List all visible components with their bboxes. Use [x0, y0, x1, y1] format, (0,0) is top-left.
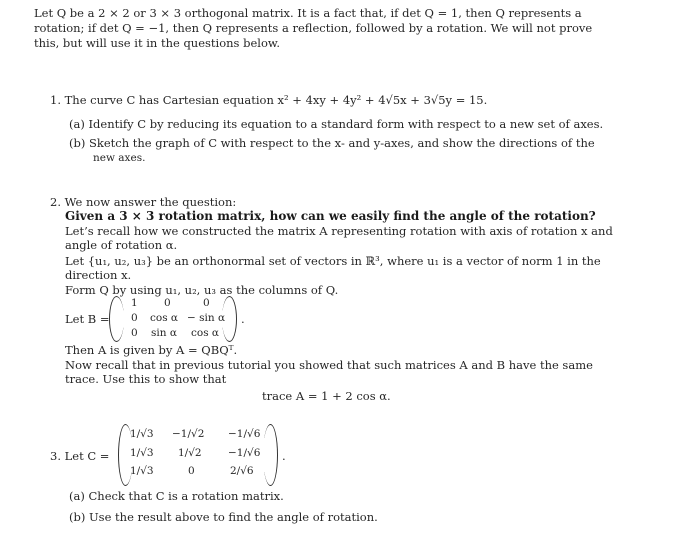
matrix-b-right-paren: [222, 296, 237, 342]
matrix-c-cell: 1/√3: [130, 465, 154, 477]
q1-part-b-line-1: (b) Sketch the graph of C with respect to the x- and y-axes, and show the directions of the: [69, 136, 595, 150]
matrix-c-cell: −1/√6: [228, 447, 261, 459]
matrix-b-cell: 0: [203, 297, 210, 309]
matrix-c-cell: 1/√2: [178, 447, 202, 459]
intro-line-2: rotation; if det Q = −1, then Q represents a reflection, followed by a rotation. We will not prove: [34, 21, 593, 35]
matrix-b-cell: 1: [131, 297, 138, 309]
q2-line-2: angle of rotation α.: [65, 238, 178, 252]
q2-line-8: trace. Use this to show that: [65, 372, 227, 386]
matrix-b-cell: 0: [164, 297, 171, 309]
matrix-c-period: .: [282, 449, 286, 463]
let-b-label: Let B =: [65, 312, 110, 326]
q1-part-a: (a) Identify C by reducing its equation to a standard form with respect to a new set of axes.: [69, 117, 604, 131]
matrix-c-cell: −1/√6: [228, 428, 261, 440]
matrix-c-cell: 1/√3: [130, 447, 154, 459]
q2-line-7: Now recall that in previous tutorial you showed that such matrices A and B have the same: [65, 358, 593, 372]
q1-stem: 1. The curve C has Cartesian equation x² + 4xy + 4y² + 4√5x + 3√5y = 15.: [50, 93, 488, 107]
q2-line-1: Let’s recall how we constructed the matrix A representing rotation with axis of rotation x and: [65, 224, 613, 238]
matrix-b-cell: cos α: [150, 312, 179, 324]
matrix-b-cell: cos α: [191, 327, 220, 339]
matrix-b-cell: − sin α: [187, 312, 226, 324]
q1-part-b-line-2: new axes.: [93, 152, 146, 164]
matrix-c-cell: 1/√3: [130, 428, 154, 440]
matrix-c-cell: 0: [188, 465, 195, 477]
matrix-c-cell: 2/√6: [230, 465, 254, 477]
q3-part-a: (a) Check that C is a rotation matrix.: [69, 489, 284, 503]
matrix-b-cell: 0: [131, 312, 138, 324]
matrix-b-left-paren: [109, 296, 124, 342]
q2-line-6: Then A is given by A = QBQᵀ.: [65, 343, 238, 357]
q2-stem: 2. We now answer the question:: [50, 195, 237, 209]
q2-line-5: Form Q by using u₁, u₂, u₃ as the columns of Q.: [65, 283, 339, 297]
q3-part-b: (b) Use the result above to find the angle of rotation.: [69, 510, 378, 524]
intro-line-1: Let Q be a 2 × 2 or 3 × 3 orthogonal matrix. It is a fact that, if det Q = 1, then Q represents a: [34, 6, 582, 20]
matrix-b-period: .: [241, 312, 245, 326]
trace-identity: trace A = 1 + 2 cos α.: [262, 389, 391, 403]
matrix-b-cell: 0: [131, 327, 138, 339]
q2-line-4: direction x.: [65, 268, 132, 282]
matrix-c-right-paren: [263, 424, 278, 486]
q2-bold-question: Given a 3 × 3 rotation matrix, how can we easily find the angle of the rotation?: [65, 209, 596, 223]
intro-line-3: this, but will use it in the questions below.: [34, 36, 281, 50]
q3-stem: 3. Let C =: [50, 449, 110, 463]
matrix-c-cell: −1/√2: [172, 428, 205, 440]
matrix-b-cell: sin α: [151, 327, 177, 339]
q2-line-3: Let {u₁, u₂, u₃} be an orthonormal set of vectors in ℝ³, where u₁ is a vector of norm 1 in the: [65, 254, 601, 268]
